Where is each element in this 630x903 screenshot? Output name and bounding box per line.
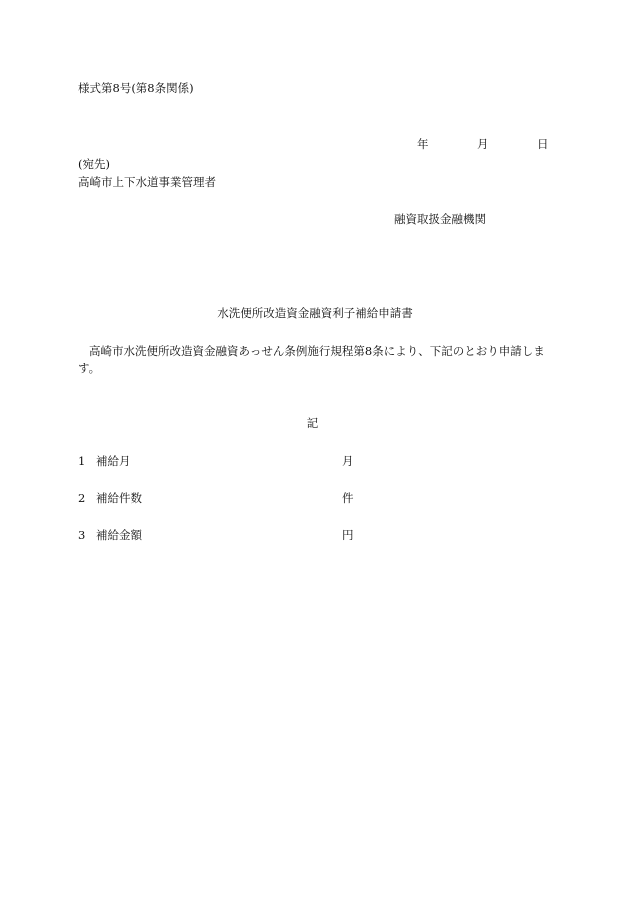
form-number: 様式第8号(第8条関係) [78,81,194,95]
addressee-name: 高崎市上下水道事業管理者 [78,175,216,189]
item-subsidy-amount [78,528,378,542]
item-label: 補給件数 [96,491,142,505]
date-day-label: 日 [537,137,549,151]
item-label: 補給月 [96,454,131,468]
item-label: 補給金額 [96,528,142,542]
item-number: 2 [78,491,86,505]
addressee-note: (宛先) [78,157,110,171]
item-subsidy-count [78,491,378,505]
item-unit: 件 [342,491,354,505]
document-title: 水洗便所改造資金融資利子補給申請書 [217,306,413,320]
item-unit: 円 [342,528,354,542]
financial-institution-label: 融資取扱金融機関 [394,212,486,226]
application-statement: 高崎市水洗便所改造資金融資あっせん条例施行規程第8条により、下記のとおり申請します。 [78,344,545,375]
ki-heading: 記 [306,416,319,430]
item-subsidy-month [78,454,378,468]
item-number: 1 [78,454,86,468]
item-number: 3 [78,528,86,542]
item-unit: 月 [342,454,354,468]
date-month-label: 月 [477,137,489,151]
date-year-label: 年 [417,137,429,151]
